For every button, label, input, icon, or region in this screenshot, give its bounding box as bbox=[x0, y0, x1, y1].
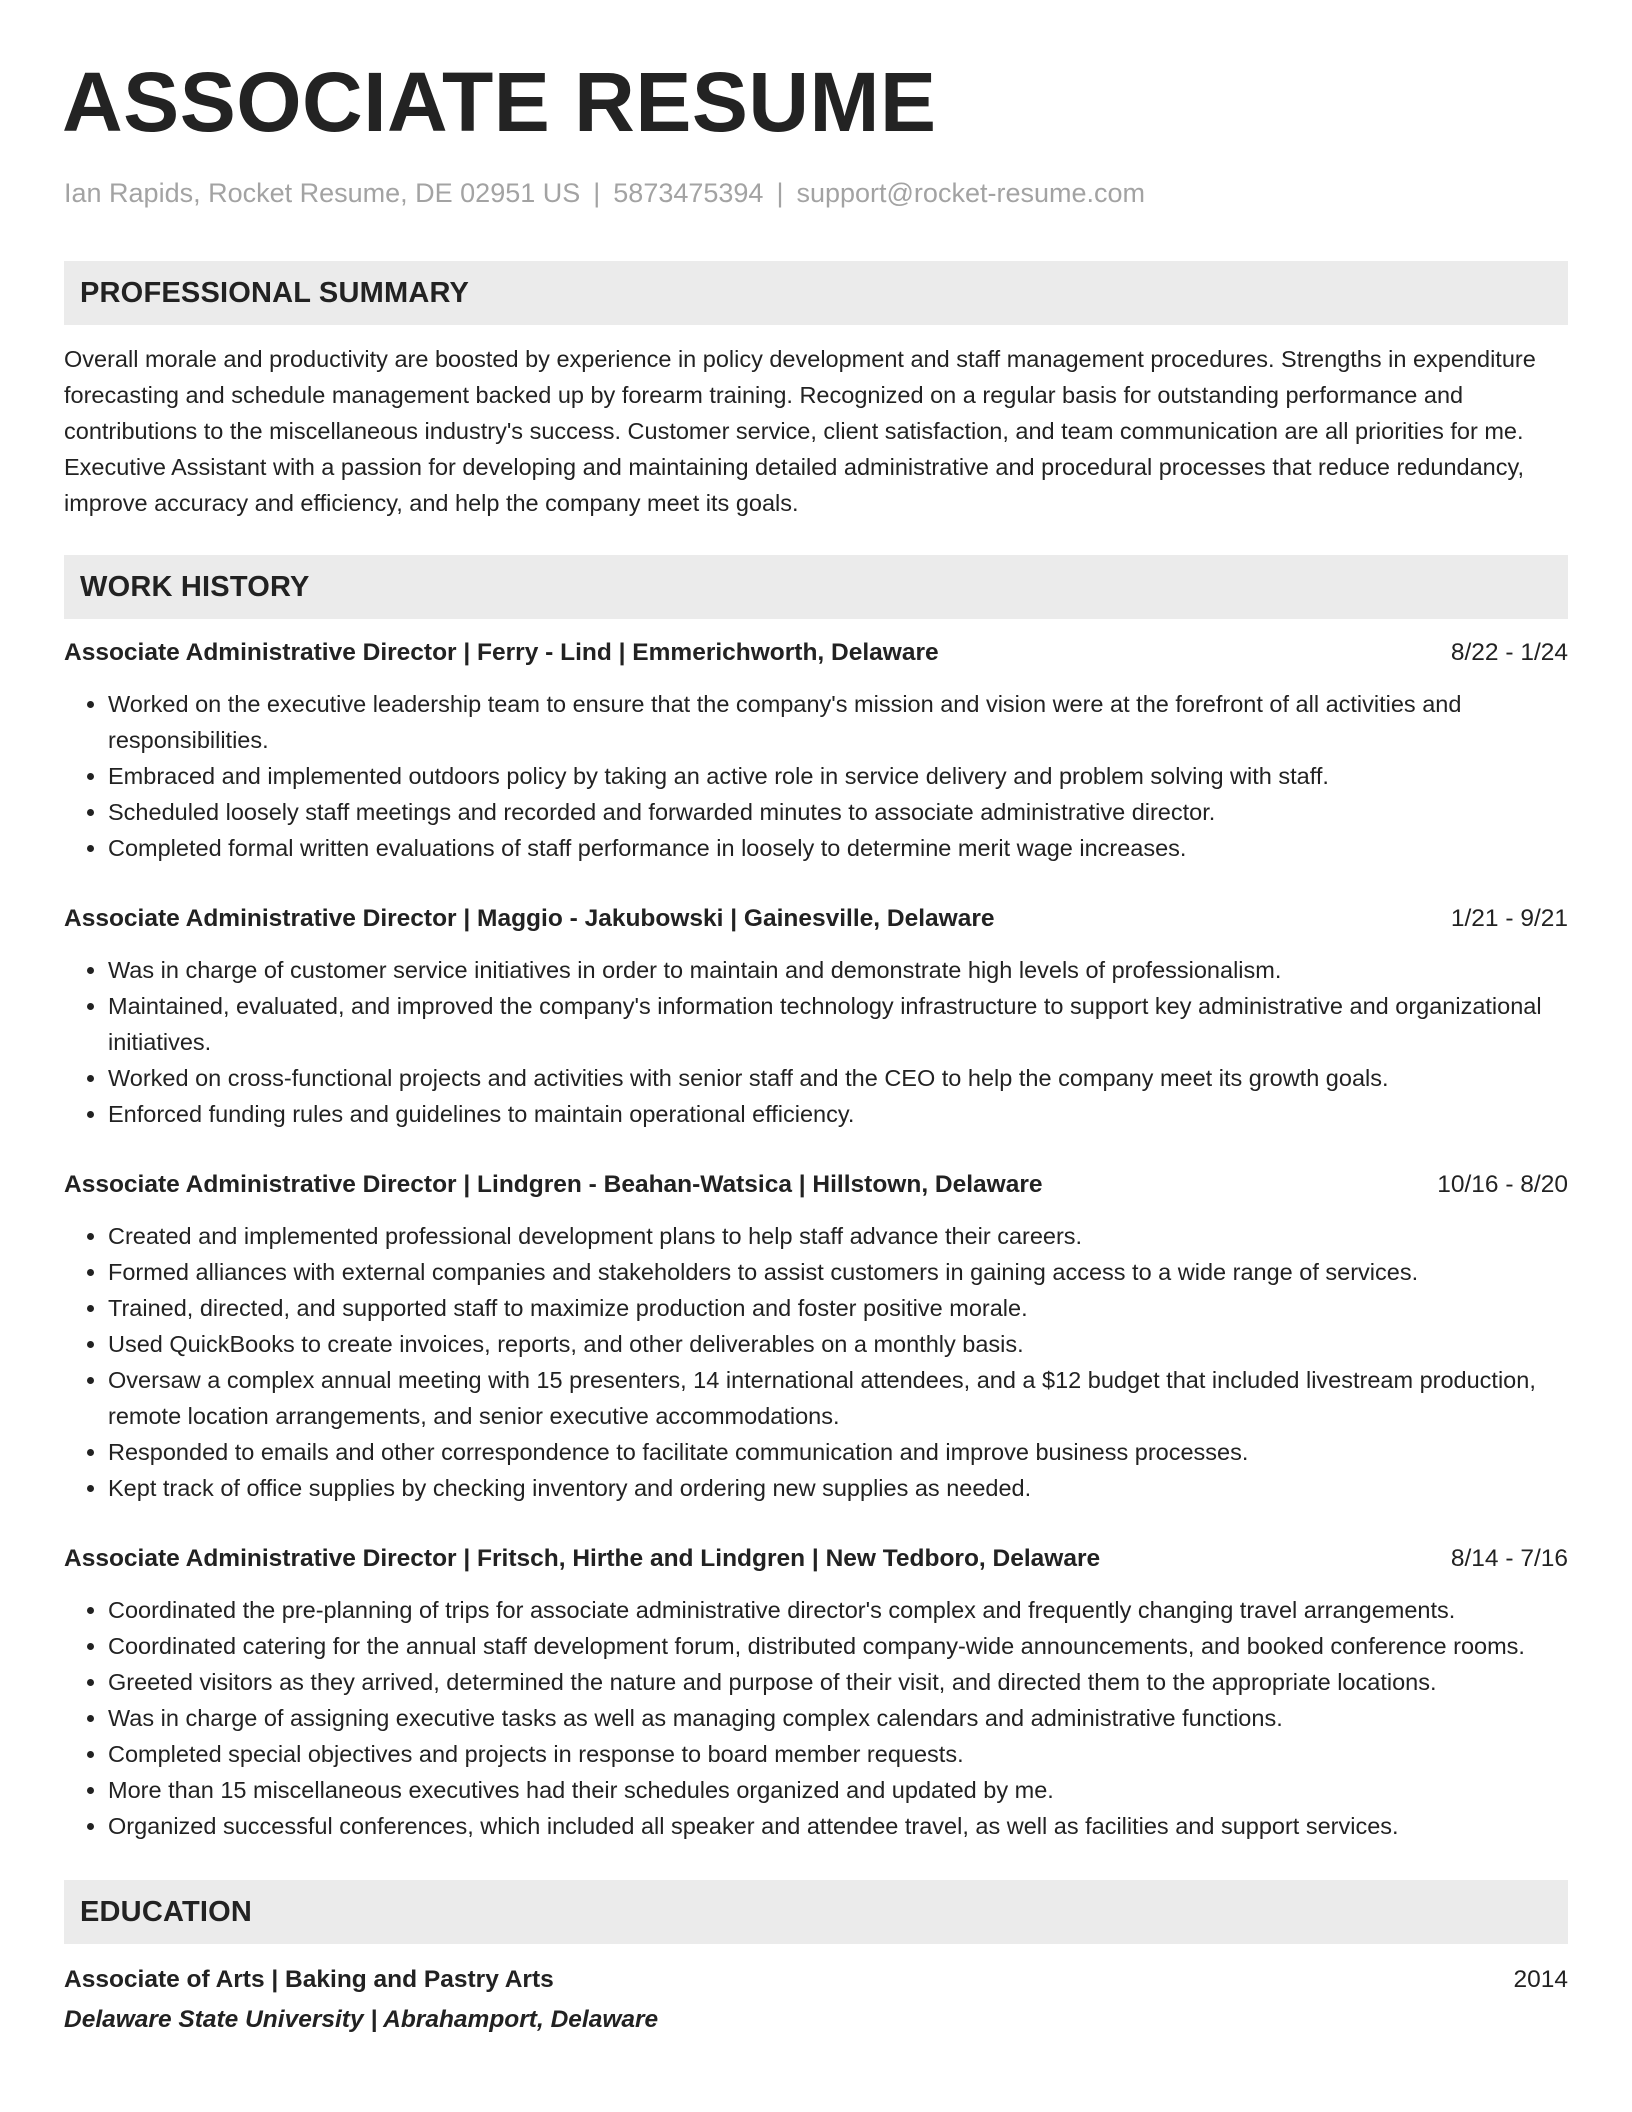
job-bullet: • Embraced and implemented outdoors policy by taking an active role in service delivery and problem solving with staff. bbox=[108, 758, 1568, 794]
education-degree: Associate of Arts | Baking and Pastry Arts bbox=[64, 1966, 554, 1993]
job-entry bbox=[64, 1541, 1568, 1844]
job-entry bbox=[64, 901, 1568, 1132]
job-bullet: • Completed formal written evaluations of staff performance in loosely to determine merit wage increases. bbox=[108, 830, 1568, 866]
job-bullet: • Responded to emails and other correspondence to facilitate communication and improve business processes. bbox=[108, 1434, 1568, 1470]
job-bullet: • Organized successful conferences, which included all speaker and attendee travel, as well as facilities and support services. bbox=[108, 1808, 1568, 1844]
job-title: Associate Administrative Director | Lindgren - Beahan-Watsica | Hillstown, Delaware bbox=[64, 1171, 1043, 1198]
contact-address: Ian Rapids, Rocket Resume, DE 02951 US bbox=[64, 178, 581, 208]
education-heading: EDUCATION bbox=[64, 1880, 1568, 1944]
job-bullet: • Trained, directed, and supported staff to maximize production and foster positive morale. bbox=[108, 1290, 1568, 1326]
summary-text: Overall morale and productivity are boosted by experience in policy development and staff management procedures. Strengths in expenditure forecasting and schedule management backed up by forearm training. Recognized on a regular basis for outstanding performance and contributions to the miscellaneous industry's success. Customer service, client satisfaction, and team communication are all priorities for me. Executive Assistant with a passion for developing and maintaining detailed administrative and procedural processes that reduce redundancy, improve accuracy and efficiency, and help the company meet its goals. bbox=[64, 346, 1536, 516]
job-title: Associate Administrative Director | Maggio - Jakubowski | Gainesville, Delaware bbox=[64, 905, 995, 932]
resume-page bbox=[64, 52, 1568, 2038]
job-bullet: • Completed special objectives and projects in response to board member requests. bbox=[108, 1736, 1568, 1772]
job-bullet: • Scheduled loosely staff meetings and recorded and forwarded minutes to associate administrative director. bbox=[108, 794, 1568, 830]
job-bullet: • Coordinated catering for the annual staff development forum, distributed company-wide announcements, and booked conference rooms. bbox=[108, 1628, 1568, 1664]
job-bullet: • Coordinated the pre-planning of trips for associate administrative director's complex and frequently changing travel arrangements. bbox=[108, 1592, 1568, 1628]
job-bullet: • More than 15 miscellaneous executives had their schedules organized and updated by me. bbox=[108, 1772, 1568, 1808]
job-title: Associate Administrative Director | Fritsch, Hirthe and Lindgren | New Tedboro, Delaware bbox=[64, 1545, 1101, 1572]
job-header bbox=[64, 901, 1568, 937]
job-dates: 8/14 - 7/16 bbox=[1450, 1545, 1568, 1572]
job-entry bbox=[64, 635, 1568, 866]
job-dates: 8/22 - 1/24 bbox=[1450, 639, 1568, 666]
job-bullet: • Was in charge of customer service initiatives in order to maintain and demonstrate high levels of professionalism. bbox=[108, 952, 1568, 988]
job-bullets bbox=[64, 1218, 1568, 1506]
education-school: Delaware State University | Abrahamport, Delaware bbox=[64, 2006, 659, 2033]
resume-title: ASSOCIATE RESUME bbox=[62, 55, 937, 149]
job-dates: 1/21 - 9/21 bbox=[1450, 905, 1568, 932]
job-bullet: • Oversaw a complex annual meeting with 15 presenters, 14 international attendees, and a $12 budget that included livestream production, remote location arrangements, and senior executive accommodations. bbox=[108, 1362, 1568, 1434]
job-bullet: • Worked on cross-functional projects and activities with senior staff and the CEO to help the company meet its growth goals. bbox=[108, 1060, 1568, 1096]
job-dates: 10/16 - 8/20 bbox=[1437, 1171, 1568, 1198]
job-bullet: • Formed alliances with external companies and stakeholders to assist customers in gaining access to a wide range of services. bbox=[108, 1254, 1568, 1290]
job-bullets bbox=[64, 1592, 1568, 1844]
contact-phone: 5873475394 bbox=[613, 178, 764, 208]
job-bullet: • Created and implemented professional development plans to help staff advance their careers. bbox=[108, 1218, 1568, 1254]
job-bullets bbox=[64, 952, 1568, 1132]
job-bullet: • Greeted visitors as they arrived, determined the nature and purpose of their visit, and directed them to the appropriate locations. bbox=[108, 1664, 1568, 1700]
job-bullet: • Enforced funding rules and guidelines to maintain operational efficiency. bbox=[108, 1096, 1568, 1132]
work-history-heading: WORK HISTORY bbox=[64, 555, 1568, 619]
contact-email: support@rocket-resume.com bbox=[796, 178, 1145, 208]
job-bullets bbox=[64, 686, 1568, 866]
job-header bbox=[64, 635, 1568, 671]
summary-heading: PROFESSIONAL SUMMARY bbox=[64, 261, 1568, 325]
education-entry bbox=[64, 1962, 1568, 1998]
job-bullet: • Worked on the executive leadership team to ensure that the company's mission and vision were at the forefront of all activities and responsibilities. bbox=[108, 686, 1568, 758]
education-year: 2014 bbox=[1513, 1966, 1568, 1993]
job-bullet: • Was in charge of assigning executive tasks as well as managing complex calendars and administrative functions. bbox=[108, 1700, 1568, 1736]
contact-separator: | bbox=[593, 178, 601, 208]
job-bullet: • Maintained, evaluated, and improved the company's information technology infrastructure to support key administrative and organizational initiatives. bbox=[108, 988, 1568, 1060]
job-entry bbox=[64, 1167, 1568, 1506]
job-title: Associate Administrative Director | Ferry - Lind | Emmerichworth, Delaware bbox=[64, 639, 939, 666]
job-bullet: • Kept track of office supplies by checking inventory and ordering new supplies as needed. bbox=[108, 1470, 1568, 1506]
contact-separator: | bbox=[776, 178, 784, 208]
contact-line bbox=[64, 178, 1568, 209]
job-header bbox=[64, 1541, 1568, 1577]
job-header bbox=[64, 1167, 1568, 1203]
job-bullet: • Used QuickBooks to create invoices, reports, and other deliverables on a monthly basis. bbox=[108, 1326, 1568, 1362]
